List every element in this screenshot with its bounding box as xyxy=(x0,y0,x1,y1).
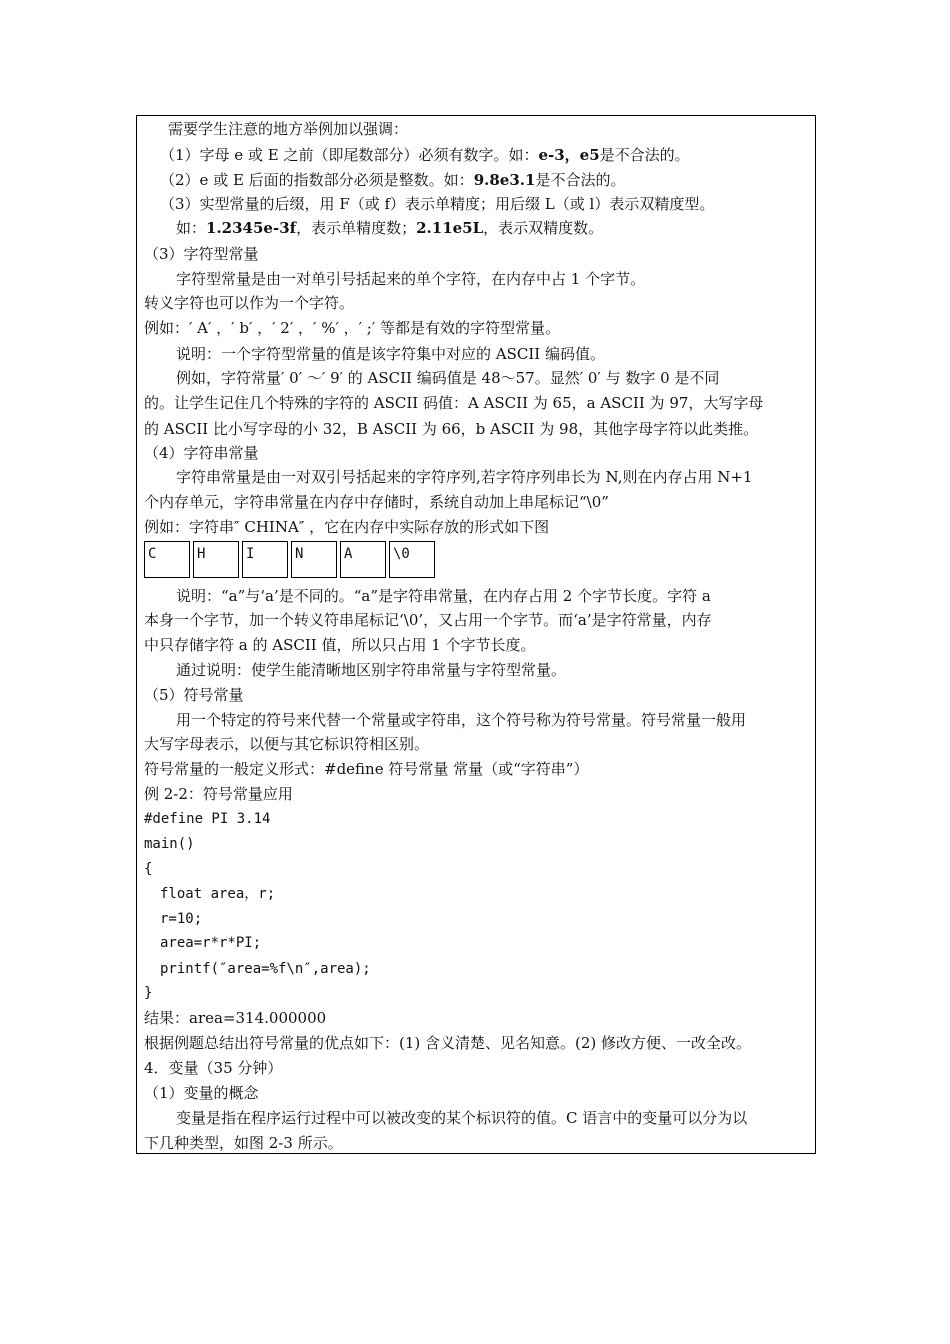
code-line: } xyxy=(144,985,153,1001)
text-line: 用一个特定的符号来代替一个常量或字符串，这个符号称为符号常量。符号常量一般用 xyxy=(176,711,747,729)
memory-cell: I xyxy=(242,541,288,578)
text-line: 通过说明：使学生能清晰地区别字符串常量与字符型常量。 xyxy=(176,661,567,679)
text-line: 需要学生注意的地方举例加以强调： xyxy=(168,120,409,138)
text-line: 大写字母表示，以便与其它标识符相区别。 xyxy=(144,735,430,753)
text-line: 字符型常量是由一对单引号括起来的单个字符，在内存中占 1 个字节。 xyxy=(176,270,646,288)
memory-cell: \0 xyxy=(389,541,435,578)
text-line: 根据例题总结出符号常量的优点如下：(1) 含义清楚、见名知意。(2) 修改方便、一改全改。 xyxy=(144,1034,752,1052)
section-heading: （3）字符型常量 xyxy=(144,245,259,263)
text-line: （3）实型常量的后缀，用 F（或 f）表示单精度；用后缀 L（或 l）表示双精度型。 xyxy=(160,195,715,213)
section-heading: （4）字符串常量 xyxy=(144,444,259,462)
memory-cell: C xyxy=(144,541,190,578)
text-line: 符号常量的一般定义形式：#define 符号常量 常量（或“字符串”） xyxy=(144,760,589,778)
text-line: 下几种类型，如图 2-3 所示。 xyxy=(144,1134,343,1152)
example-title: 例 2-2：符号常量应用 xyxy=(144,785,293,803)
text-line: 例如：′ A′ ，′ b′ ，′ 2′ ，′ %′ ，′ ;′ 等都是有效的字符型常量。 xyxy=(144,319,561,337)
memory-cell: N xyxy=(291,541,337,578)
text-line: 的 ASCII 比小写字母的小 32，B ASCII 为 66，b ASCII 为 98，其他字母字符以此类推。 xyxy=(144,420,759,438)
text-line: 本身一个字节，加一个转义符串尾标记‘\0’，又占用一个字节。而‘a’是字符常量，内存 xyxy=(144,611,712,629)
result-line: 结果：area=314.000000 xyxy=(144,1009,327,1027)
text-line: 个内存单元，字符串常量在内存中存储时，系统自动加上串尾标记“\0” xyxy=(144,493,609,511)
text-line: 如：1.2345e-3f，表示单精度数；2.11e5L，表示双精度数。 xyxy=(176,219,604,237)
text-line: 说明：一个字符型常量的值是该字符集中对应的 ASCII 编码值。 xyxy=(176,345,605,363)
text-line: 中只存储字符 a 的 ASCII 值，所以只占用 1 个字节长度。 xyxy=(144,636,536,654)
text-line: （1）字母 e 或 E 之前（即尾数部分）必须有数字。如：e-3，e5是不合法的。 xyxy=(160,146,690,164)
code-line: main() xyxy=(144,836,195,852)
code-line: float area，r; xyxy=(160,886,276,902)
code-line: #define PI 3.14 xyxy=(144,811,271,827)
text-line: 字符串常量是由一对双引号括起来的字符序列,若字符序列串长为 N,则在内存占用 N+1 xyxy=(176,468,753,486)
code-line: printf(″area=%f\n″,area); xyxy=(160,961,371,977)
text-line: 的。让学生记住几个特殊的字符的 ASCII 码值：A ASCII 为 65，a ASCII 为 97，大写字母 xyxy=(144,394,764,412)
section-heading: （1）变量的概念 xyxy=(144,1084,259,1102)
memory-cell: H xyxy=(193,541,239,578)
code-line: r=10; xyxy=(160,911,203,927)
code-line: area=r*r*PI; xyxy=(160,935,262,951)
section-heading: （5）符号常量 xyxy=(144,686,244,704)
text-line: 说明：“a”与‘a’是不同的。“a”是字符串常量，在内存占用 2 个字节长度。字符 a xyxy=(176,587,711,605)
text-line: 变量是指在程序运行过程中可以被改变的某个标识符的值。C 语言中的变量可以分为以 xyxy=(176,1109,748,1127)
string-memory-diagram xyxy=(144,541,438,580)
text-line: （2）e 或 E 后面的指数部分必须是整数。如：9.8e3.1是不合法的。 xyxy=(160,171,626,189)
memory-cell: A xyxy=(340,541,386,578)
code-line: { xyxy=(144,861,153,877)
text-line: 例如：字符串″ CHINA″ ，它在内存中实际存放的形式如下图 xyxy=(144,518,550,536)
text-line: 转义字符也可以作为一个字符。 xyxy=(144,294,355,312)
text-line: 例如，字符常量′ 0′ ～′ 9′ 的 ASCII 编码值是 48～57。显然′ 0′ 与 数字 0 是不同 xyxy=(176,369,720,387)
section-heading: 4．变量（35 分钟） xyxy=(144,1059,283,1077)
